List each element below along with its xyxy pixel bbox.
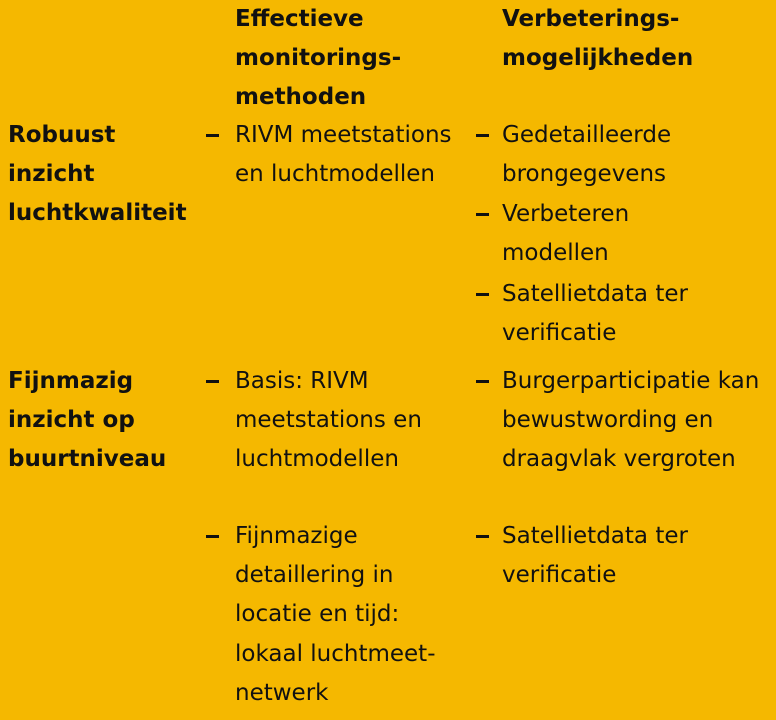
list-item-text: Fijnmazige detaillering in locatie en tijd: lokaal luchtmeet-netwerk xyxy=(235,523,436,706)
list-item xyxy=(235,362,460,480)
bullet-dash-icon xyxy=(476,213,489,216)
row-label-robust-insight: Robuust inzicht luchtkwaliteit xyxy=(8,122,187,227)
list-item-text: Satellietdata ter verificatie xyxy=(502,523,688,589)
list-item xyxy=(502,195,702,273)
list-item xyxy=(502,275,772,353)
row-label-fine-grained-insight: Fijnmazig inzicht op buurtniveau xyxy=(8,368,167,473)
list-item xyxy=(502,517,772,595)
list-item-text: Gedetailleerde brongegevens xyxy=(502,122,672,188)
bullet-dash-icon xyxy=(206,380,219,383)
list-item-text: Basis: RIVM meetstations en luchtmodellen xyxy=(235,368,422,473)
list-item-text: Satellietdata ter verificatie xyxy=(502,281,688,347)
list-item-text: Burgerparticipatie kan bewustwording en draagvlak vergroten xyxy=(502,368,760,473)
header-monitoring-methods: Effectieve monitorings-methoden xyxy=(235,6,402,111)
bullet-dash-icon xyxy=(476,293,489,296)
bullet-dash-icon xyxy=(476,535,489,538)
bullet-dash-icon xyxy=(206,535,219,538)
list-item xyxy=(235,517,465,713)
bullet-dash-icon xyxy=(476,380,489,383)
bullet-dash-icon xyxy=(476,134,489,137)
list-item xyxy=(235,116,460,194)
list-item xyxy=(502,116,772,194)
bullet-dash-icon xyxy=(206,134,219,137)
list-item-text: RIVM meetstations en luchtmodellen xyxy=(235,122,452,188)
header-improvement-options: Verbeterings-mogelijkheden xyxy=(502,6,694,72)
list-item xyxy=(502,362,770,480)
list-item-text: Verbeteren modellen xyxy=(502,201,630,267)
